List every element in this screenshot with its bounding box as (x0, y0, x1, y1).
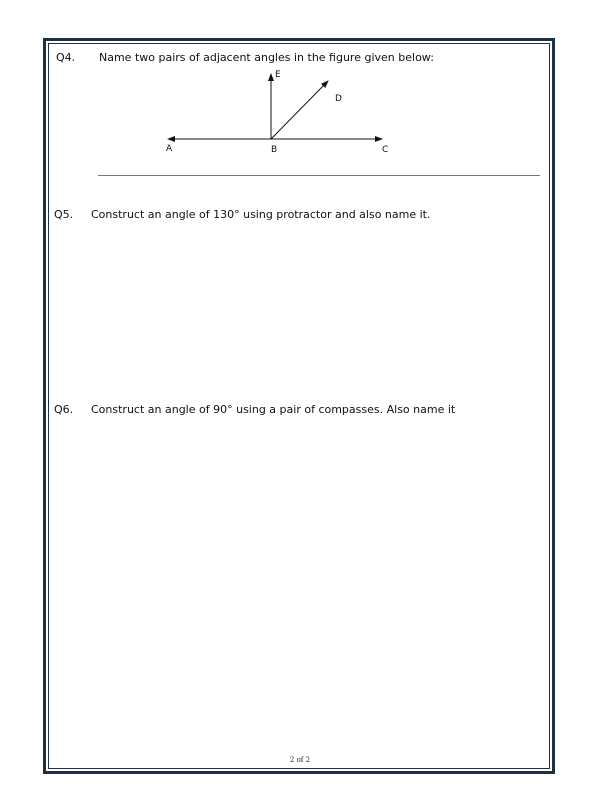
label-c: C (382, 145, 389, 155)
label-e: E (275, 70, 281, 80)
question-5-number: Q5. (54, 208, 74, 221)
adjacent-angles-figure (150, 60, 400, 160)
answer-line (98, 175, 540, 176)
page-number: 2 of 2 (289, 756, 311, 764)
question-6-number: Q6. (54, 403, 74, 416)
question-4-number: Q4. (56, 51, 76, 64)
question-6-text: Construct an angle of 90° using a pair of compasses. Also name it (91, 403, 456, 416)
label-a: A (166, 144, 173, 154)
ray-bd (271, 81, 328, 139)
question-5-text: Construct an angle of 130° using protractor and also name it. (91, 208, 431, 221)
label-d: D (335, 94, 342, 104)
question-4-text: Name two pairs of adjacent angles in the figure given below: (99, 51, 434, 64)
label-b: B (271, 145, 278, 155)
